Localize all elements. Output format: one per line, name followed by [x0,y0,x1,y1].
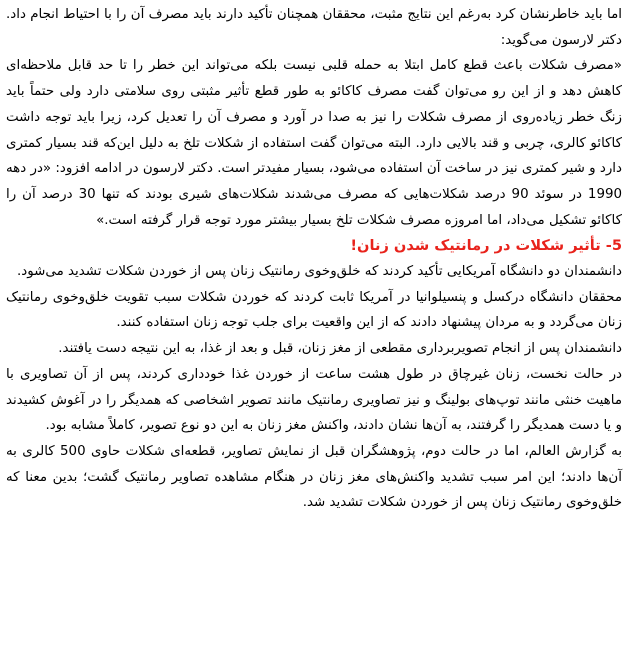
article-body [6,2,622,516]
paragraph-study-claim: دانشمندان دو دانشگاه آمریکایی تأکید کردند که خلق‌وخوی رمانتیک زنان پس از خوردن شکلات تشدید می‌شود. [17,264,622,280]
paragraph-brain-imaging: دانشمندان پس از انجام تصویربرداری مقطعی از مغز زنان، قبل و بعد از غذا، به این نتیجه دست یافتند. [58,341,622,357]
paragraph-caution-intro: اما باید خاطرنشان کرد به‌رغم این نتایج مثبت، محققان همچنان تأکید دارند باید مصرف آن را با احتیاط انجام داد. دکتر لارسون می‌گوید: [6,7,622,48]
paragraph-larsson-quote: «مصرف شکلات باعث قطع کامل ابتلا به حمله قلبی نیست بلکه می‌تواند این خطر را تا حد قابل ملاحظه‌ای کاهش دهد و از این رو می‌توان گفت مصرف کاکائو به طور قطع تأثیر مثبتی روی سلامتی دارد ولی حتماً باید زنگ خطر زیاده‌روی از مصرف شکلات را نیز به صدا در آورد و مصرف آن را تعدیل کرد، زیرا باید توجه داشت کاکائو کالری، چربی و قند بالایی دارد. البته می‌توان گفت استفاده از شکلات تلخ به دلیل این‌که قند بسیار کمتری دارد و شیر کمتری نیز در ساخت آن استفاده می‌شود، بسیار مفیدتر است. دکتر لارسون در ادامه افزود: «در دهه 1990 در سوئد 90 درصد شکلات‌هایی که مصرف می‌شدند شکلات‌های شیری بودند که تنها 30 درصد آن را کاکائو تشکیل می‌داد، اما امروزه مصرف شکلات تلخ بسیار بیشتر مورد توجه قرار گرفته است.» [6,58,622,228]
paragraph-first-condition: در حالت نخست، زنان غیرچاق در طول هشت ساعت از خوردن غذا خودداری کردند، پس از آن تصاویری با ماهیت خنثی مانند توپ‌های بولینگ و نیز تصاویری رمانتیک مانند تصویر اشخاصی که همدیگر را در آغوش کشیدند و یا دست همدیگر را گرفتند، به آن‌ها نشان دادند، واکنش مغز زنان به این دو نوع تصویر، کاملاً مشابه بود. [6,366,622,434]
section-heading: 5- تأثیر شکلات در رمانتیک شدن زنان! [350,237,622,255]
paragraph-second-condition: به گزارش العالم، اما در حالت دوم، پژوهشگران قبل از نمایش تصاویر، قطعه‌ای شکلات حاوی 500 کالری به آن‌ها دادند؛ این امر سبب تشدید واکنش‌های مغز زنان در هنگام مشاهده تصاویر رمانتیک گشت؛ بدین معنا که خلق‌وخوی رمانتیک زنان پس از خوردن شکلات تشدید شد. [6,443,622,511]
paragraph-drexel-penn: محققان دانشگاه درکسل و پنسیلوانیا در آمریکا ثابت کردند که خوردن شکلات سبب تقویت خلق‌وخوی رمانتیک زنان می‌گردد و به مردان پیشنهاد دادند که از این واقعیت برای جلب توجه زنان استفاده کنند. [6,289,622,331]
